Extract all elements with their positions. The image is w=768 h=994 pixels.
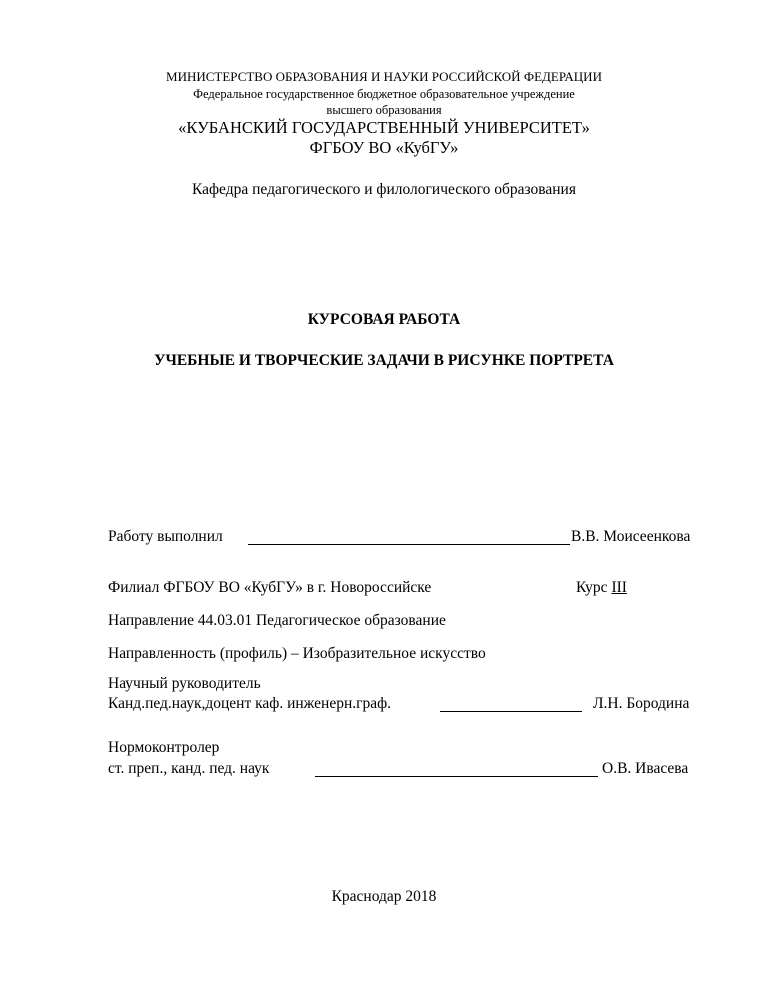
- normcontroller-label: Нормоконтролер: [108, 739, 220, 756]
- university-name: «КУБАНСКИЙ ГОСУДАРСТВЕННЫЙ УНИВЕРСИТЕТ»: [178, 118, 590, 137]
- course-label: Курс: [576, 579, 608, 596]
- normcontroller-title: ст. преп., канд. пед. наук: [108, 760, 270, 777]
- normcontroller-name: О.В. Ивасева: [602, 760, 689, 777]
- branch-line: Филиал ФГБОУ ВО «КубГУ» в г. Новороссийске: [108, 579, 432, 596]
- institution-type-line-2: высшего образования: [326, 103, 442, 117]
- normcontroller-signature-line: [315, 776, 598, 777]
- supervisor-title: Канд.пед.наук,доцент каф. инженерн.граф.: [108, 695, 392, 712]
- ministry-line: МИНИСТЕРСТВО ОБРАЗОВАНИЯ И НАУКИ РОССИЙСКОЙ ФЕДЕРАЦИИ: [166, 69, 602, 84]
- work-type-heading: КУРСОВАЯ РАБОТА: [307, 311, 461, 328]
- institution-type-line-1: Федеральное государственное бюджетное образовательное учреждение: [193, 87, 575, 101]
- profile-line: Направленность (профиль) – Изобразительное искусство: [108, 645, 486, 662]
- city-year: Краснодар 2018: [331, 888, 437, 905]
- author-signature-line: [248, 544, 570, 545]
- course-info: [576, 579, 627, 597]
- author-label: Работу выполнил: [108, 528, 223, 545]
- supervisor-name: Л.Н. Бородина: [593, 695, 690, 712]
- course-value: III: [611, 579, 627, 596]
- direction-line: Направление 44.03.01 Педагогическое образование: [108, 612, 446, 629]
- university-abbreviation: ФГБОУ ВО «КубГУ»: [309, 138, 459, 157]
- supervisor-signature-line: [440, 711, 582, 712]
- supervisor-label: Научный руководитель: [108, 675, 261, 692]
- author-name: В.В. Моисеенкова: [571, 528, 691, 545]
- work-topic-heading: УЧЕБНЫЕ И ТВОРЧЕСКИЕ ЗАДАЧИ В РИСУНКЕ ПОРТРЕТА: [154, 352, 614, 369]
- department-name: Кафедра педагогического и филологического образования: [192, 181, 576, 198]
